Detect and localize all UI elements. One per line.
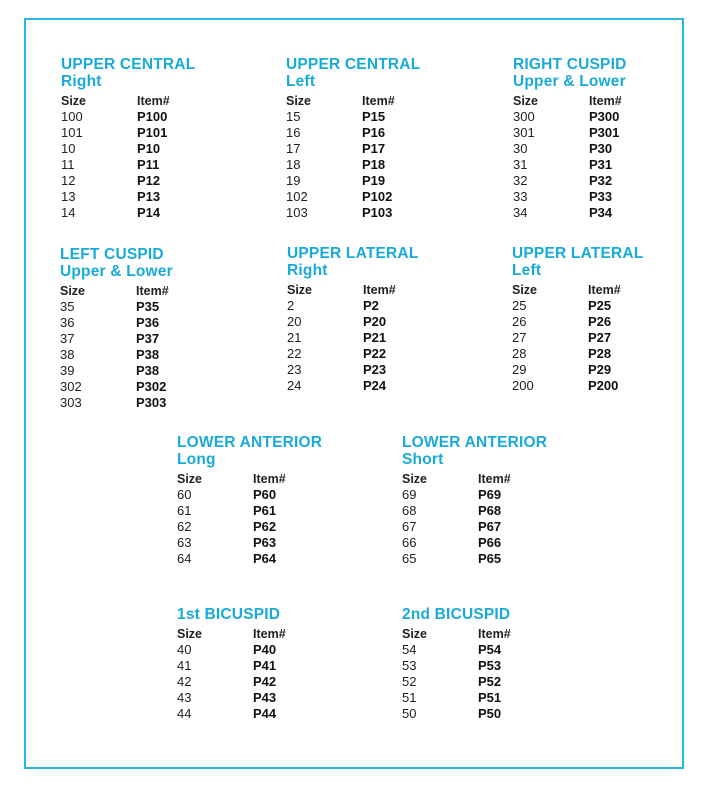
table-row — [512, 362, 712, 378]
item-number: P60 — [253, 487, 277, 502]
item-number: P13 — [137, 189, 161, 204]
size-value: 33 — [513, 189, 528, 204]
size-header: Size — [512, 283, 538, 297]
group-subtitle: Right — [61, 73, 102, 90]
column-header — [513, 93, 713, 109]
table-row — [512, 298, 712, 314]
column-header — [60, 283, 260, 299]
table-row — [177, 487, 377, 503]
table-row — [177, 503, 377, 519]
group-subtitle: Upper & Lower — [513, 73, 626, 90]
table-row — [402, 519, 602, 535]
item-number: P51 — [478, 690, 502, 705]
table-row — [60, 315, 260, 331]
table-row — [177, 706, 377, 722]
size-header: Size — [287, 283, 313, 297]
size-value: 26 — [512, 314, 527, 329]
size-value: 62 — [177, 519, 192, 534]
size-value: 68 — [402, 503, 417, 518]
item-number: P43 — [253, 690, 277, 705]
item-number: P54 — [478, 642, 502, 657]
size-header: Size — [402, 472, 428, 486]
size-value: 19 — [286, 173, 301, 188]
size-value: 30 — [513, 141, 528, 156]
size-header: Size — [402, 627, 428, 641]
table-row — [60, 395, 260, 411]
item-number: P25 — [588, 298, 612, 313]
group-upper-lateral-left — [512, 245, 712, 394]
item-number: P14 — [137, 205, 161, 220]
group-subtitle: Left — [512, 262, 542, 279]
item-number: P300 — [589, 109, 620, 124]
group-title: UPPER LATERAL — [287, 245, 419, 262]
table-row — [60, 331, 260, 347]
size-value: 64 — [177, 551, 192, 566]
size-value: 67 — [402, 519, 417, 534]
size-header: Size — [177, 472, 203, 486]
table-row — [402, 503, 602, 519]
item-number: P21 — [363, 330, 387, 345]
item-number: P102 — [362, 189, 393, 204]
item-number: P42 — [253, 674, 277, 689]
item-number: P303 — [136, 395, 167, 410]
size-value: 35 — [60, 299, 75, 314]
item-number: P68 — [478, 503, 502, 518]
item-number: P35 — [136, 299, 160, 314]
item-header: Item# — [589, 94, 622, 108]
size-header: Size — [61, 94, 87, 108]
size-value: 38 — [60, 347, 75, 362]
size-value: 61 — [177, 503, 192, 518]
item-number: P10 — [137, 141, 161, 156]
table-row — [512, 314, 712, 330]
size-value: 39 — [60, 363, 75, 378]
size-value: 103 — [286, 205, 308, 220]
item-number: P15 — [362, 109, 386, 124]
table-row — [61, 141, 261, 157]
item-number: P28 — [588, 346, 612, 361]
group-lower-anterior-short — [402, 434, 602, 567]
size-value: 16 — [286, 125, 301, 140]
table-row — [287, 330, 487, 346]
size-value: 102 — [286, 189, 308, 204]
group-title: RIGHT CUSPID — [513, 56, 627, 73]
size-value: 11 — [61, 157, 75, 172]
table-row — [287, 346, 487, 362]
group-subtitle: Right — [287, 262, 328, 279]
size-value: 44 — [177, 706, 192, 721]
size-value: 2 — [287, 298, 295, 313]
group-upper-central-right — [61, 56, 261, 221]
table-row — [177, 551, 377, 567]
table-row — [287, 298, 487, 314]
table-row — [402, 658, 602, 674]
item-number: P11 — [137, 157, 160, 172]
item-number: P29 — [588, 362, 612, 377]
size-value: 66 — [402, 535, 417, 550]
size-value: 200 — [512, 378, 534, 393]
item-number: P2 — [363, 298, 379, 313]
item-number: P41 — [253, 658, 277, 673]
group-title: UPPER CENTRAL — [286, 56, 421, 73]
item-number: P67 — [478, 519, 502, 534]
table-row — [402, 642, 602, 658]
item-number: P37 — [136, 331, 160, 346]
item-number: P12 — [137, 173, 161, 188]
item-number: P38 — [136, 347, 160, 362]
item-header: Item# — [136, 284, 169, 298]
size-value: 63 — [177, 535, 192, 550]
size-value: 27 — [512, 330, 527, 345]
table-row — [177, 535, 377, 551]
group-subtitle: Long — [177, 451, 216, 468]
column-header — [177, 626, 377, 642]
table-row — [513, 109, 713, 125]
table-row — [402, 706, 602, 722]
item-number: P302 — [136, 379, 167, 394]
item-number: P61 — [253, 503, 277, 518]
item-number: P32 — [589, 173, 613, 188]
group-upper-central-left — [286, 56, 486, 221]
size-value: 101 — [61, 125, 83, 140]
table-row — [177, 642, 377, 658]
table-row — [402, 551, 602, 567]
column-header — [286, 93, 486, 109]
table-row — [61, 173, 261, 189]
group-1st-bicuspid — [177, 606, 377, 722]
table-row — [177, 519, 377, 535]
size-value: 69 — [402, 487, 417, 502]
table-row — [287, 314, 487, 330]
table-row — [61, 125, 261, 141]
column-header — [287, 282, 487, 298]
size-value: 32 — [513, 173, 528, 188]
size-value: 22 — [287, 346, 302, 361]
size-value: 53 — [402, 658, 417, 673]
item-number: P62 — [253, 519, 277, 534]
table-row — [512, 330, 712, 346]
table-row — [512, 346, 712, 362]
table-row — [286, 109, 486, 125]
size-value: 15 — [286, 109, 301, 124]
size-value: 20 — [287, 314, 302, 329]
table-row — [402, 674, 602, 690]
group-upper-lateral-right — [287, 245, 487, 394]
item-number: P20 — [363, 314, 387, 329]
size-value: 41 — [177, 658, 192, 673]
group-subtitle: Short — [402, 451, 444, 468]
column-header — [512, 282, 712, 298]
table-row — [402, 690, 602, 706]
item-number: P301 — [589, 125, 620, 140]
size-value: 60 — [177, 487, 192, 502]
group-subtitle: Upper & Lower — [60, 263, 173, 280]
group-title: LOWER ANTERIOR — [402, 434, 548, 451]
table-row — [512, 378, 712, 394]
item-number: P53 — [478, 658, 502, 673]
item-number: P44 — [253, 706, 277, 721]
size-header: Size — [177, 627, 203, 641]
item-number: P23 — [363, 362, 387, 377]
item-number: P100 — [137, 109, 168, 124]
table-row — [402, 487, 602, 503]
size-value: 31 — [513, 157, 528, 172]
size-value: 37 — [60, 331, 75, 346]
size-value: 14 — [61, 205, 76, 220]
size-value: 13 — [61, 189, 76, 204]
item-number: P64 — [253, 551, 277, 566]
item-header: Item# — [137, 94, 170, 108]
size-value: 42 — [177, 674, 192, 689]
table-row — [177, 658, 377, 674]
group-title: UPPER LATERAL — [512, 245, 644, 262]
table-row — [402, 535, 602, 551]
size-value: 303 — [60, 395, 82, 410]
size-value: 28 — [512, 346, 527, 361]
item-number: P19 — [362, 173, 386, 188]
size-value: 65 — [402, 551, 417, 566]
item-header: Item# — [478, 472, 511, 486]
table-row — [286, 157, 486, 173]
item-number: P22 — [363, 346, 387, 361]
table-row — [177, 690, 377, 706]
size-value: 24 — [287, 378, 302, 393]
group-lower-anterior-long — [177, 434, 377, 567]
size-value: 36 — [60, 315, 75, 330]
table-row — [60, 299, 260, 315]
size-value: 17 — [286, 141, 301, 156]
size-header: Size — [60, 284, 86, 298]
item-number: P50 — [478, 706, 502, 721]
size-value: 54 — [402, 642, 417, 657]
column-header — [402, 471, 602, 487]
table-row — [286, 205, 486, 221]
item-number: P52 — [478, 674, 502, 689]
group-2nd-bicuspid — [402, 606, 602, 722]
table-row — [513, 157, 713, 173]
size-value: 29 — [512, 362, 527, 377]
item-number: P34 — [589, 205, 613, 220]
table-row — [286, 125, 486, 141]
group-right-cuspid — [513, 56, 713, 221]
item-header: Item# — [253, 472, 286, 486]
table-row — [60, 347, 260, 363]
item-number: P103 — [362, 205, 393, 220]
size-value: 10 — [61, 141, 76, 156]
size-value: 40 — [177, 642, 192, 657]
size-value: 52 — [402, 674, 417, 689]
item-number: P200 — [588, 378, 619, 393]
column-header — [177, 471, 377, 487]
column-header — [402, 626, 602, 642]
group-title: LOWER ANTERIOR — [177, 434, 323, 451]
group-title: 2nd BICUSPID — [402, 606, 511, 623]
item-header: Item# — [253, 627, 286, 641]
size-value: 23 — [287, 362, 302, 377]
table-row — [61, 189, 261, 205]
item-number: P66 — [478, 535, 502, 550]
item-header: Item# — [478, 627, 511, 641]
table-row — [177, 674, 377, 690]
table-row — [286, 189, 486, 205]
table-row — [287, 362, 487, 378]
table-row — [513, 141, 713, 157]
item-number: P24 — [363, 378, 387, 393]
group-title: UPPER CENTRAL — [61, 56, 196, 73]
item-number: P63 — [253, 535, 277, 550]
table-row — [61, 157, 261, 173]
size-value: 51 — [402, 690, 417, 705]
item-number: P30 — [589, 141, 613, 156]
item-header: Item# — [588, 283, 621, 297]
table-row — [513, 189, 713, 205]
table-row — [60, 379, 260, 395]
item-number: P27 — [588, 330, 612, 345]
size-header: Size — [286, 94, 312, 108]
item-number: P33 — [589, 189, 613, 204]
item-header: Item# — [363, 283, 396, 297]
table-row — [60, 363, 260, 379]
size-value: 21 — [287, 330, 302, 345]
item-number: P17 — [362, 141, 386, 156]
item-number: P36 — [136, 315, 160, 330]
table-row — [287, 378, 487, 394]
item-number: P40 — [253, 642, 277, 657]
size-value: 300 — [513, 109, 535, 124]
table-row — [513, 205, 713, 221]
item-number: P18 — [362, 157, 386, 172]
size-value: 34 — [513, 205, 528, 220]
size-value: 43 — [177, 690, 192, 705]
group-title: 1st BICUSPID — [177, 606, 281, 623]
size-header: Size — [513, 94, 539, 108]
group-title: LEFT CUSPID — [60, 246, 164, 263]
item-number: P69 — [478, 487, 502, 502]
table-row — [61, 205, 261, 221]
size-value: 302 — [60, 379, 82, 394]
item-number: P65 — [478, 551, 502, 566]
item-number: P16 — [362, 125, 386, 140]
group-left-cuspid — [60, 246, 260, 411]
item-number: P38 — [136, 363, 160, 378]
table-row — [286, 141, 486, 157]
item-header: Item# — [362, 94, 395, 108]
item-number: P31 — [589, 157, 613, 172]
table-row — [61, 109, 261, 125]
item-number: P101 — [137, 125, 168, 140]
group-subtitle: Left — [286, 73, 316, 90]
table-row — [513, 125, 713, 141]
table-row — [513, 173, 713, 189]
table-row — [286, 173, 486, 189]
size-value: 18 — [286, 157, 301, 172]
size-value: 25 — [512, 298, 527, 313]
item-number: P26 — [588, 314, 612, 329]
size-value: 100 — [61, 109, 83, 124]
size-value: 12 — [61, 173, 76, 188]
size-value: 50 — [402, 706, 417, 721]
column-header — [61, 93, 261, 109]
size-value: 301 — [513, 125, 535, 140]
